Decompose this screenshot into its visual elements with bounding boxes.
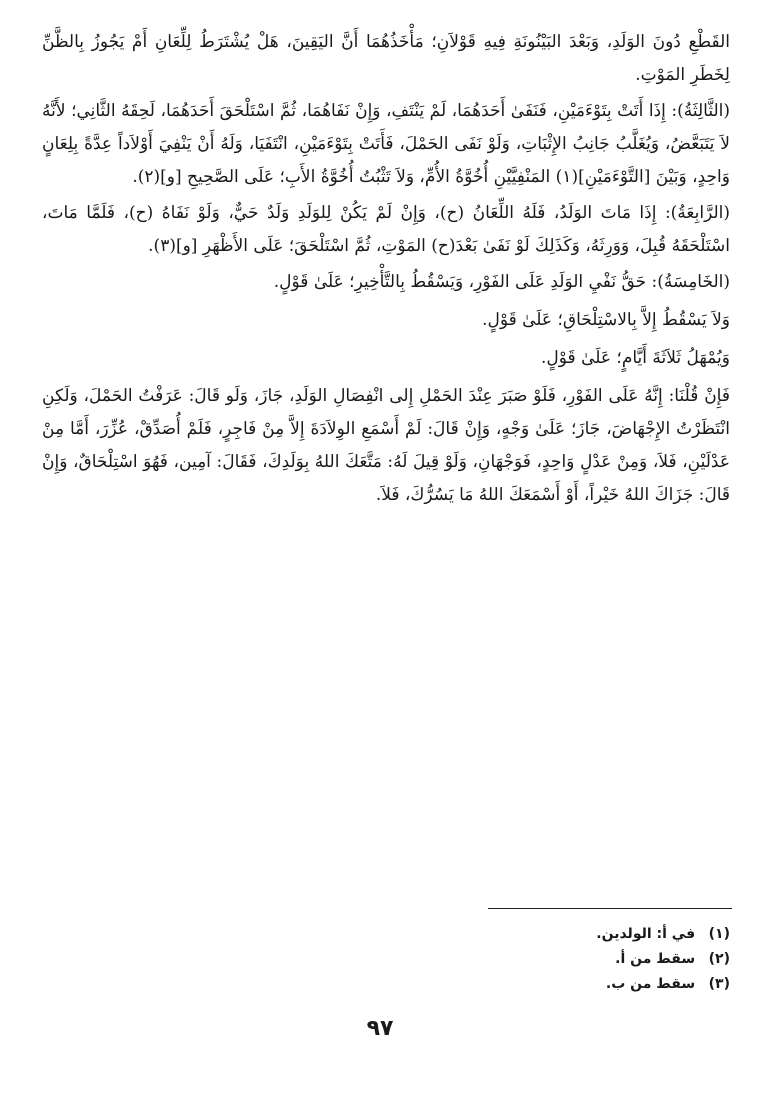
- footnote-number: (١): [708, 926, 730, 942]
- footnote-1: [440, 922, 730, 947]
- page-number: ٩٧: [366, 1016, 394, 1041]
- paragraph-second-opinion: وَلاَ يَسْقُطُ إِلاَّ بِالاسْتِلْحَاقِ؛ عَلَىٰ قَوْلٍ.: [482, 310, 730, 330]
- footnote-text: سقط من ب.: [605, 976, 696, 992]
- paragraph-third-opinion: وَيُمْهَلُ ثَلاَثَةَ أَيَّامٍ؛ عَلَىٰ قَوْلٍ.: [541, 348, 730, 368]
- footnote-text: في أ: الولدين.: [596, 926, 696, 942]
- footnotes: [440, 922, 730, 997]
- footnote-2: [440, 947, 730, 972]
- paragraph-fifth-issue: (الخَامِسَةُ): حَقُّ نَفْيِ الوَلَدِ عَلَى الفَوْرِ، وَيَسْقُطُ بِالتَّأْخِيرِ؛ عَلَىٰ قَوْلٍ.: [273, 272, 730, 292]
- paragraph-immediacy: فَإِنْ قُلْنَا: إِنَّهُ عَلَى الفَوْرِ، فَلَوْ صَبَرَ عِنْدَ الحَمْلِ إِلى انْفِصَالِ الوَلَدِ، جَازَ، وَلَو قَالَ: عَرَفْتُ الحَمْلَ، وَلَكِنِ انْتَظَرْتُ الإِجْهَاضَ، جَازَ؛ عَلَىٰ وَجْهٍ، وَإِنْ قَالَ: لَمْ أَسْمَعِ الوِلاَدَةَ إِلاَّ مِنْ فَاجِرٍ، فَلَمْ أُصَدِّقْ، عُزِّرَ، أَمَّا مِنْ عَدْلَيْنِ، فَلاَ، وَمِنْ عَدْلٍ وَاحِدٍ، فَوَجْهَانِ، وَلَوْ قِيلَ لَهُ: مَتَّعَكَ اللهُ بِوَلَدِكَ، فَقَالَ: آمِين، فَهُوَ اسْتِلْحَاقٌ، وَإِنْ قَالَ: جَزَاكَ اللهُ خَيْراً، أَوْ أَسْمَعَكَ اللهُ مَا يَسُرُّكَ، فَلاَ.: [42, 386, 730, 505]
- footnote-text: سقط من أ.: [615, 951, 696, 967]
- paragraph-third-issue: (الثَّالِثَةُ): إِذَا أَتَتْ بِتَوْءَمَيْنِ، فَنَفَىٰ أَحَدَهُمَا، لَمْ يَنْتَفِ، وَإِنْ نَفَاهُمَا، ثُمَّ اسْتَلْحَقَ أَحَدَهُمَا، لَحِقَهُ الثَّانِي؛ لأَنَّهُ لاَ يَتَبَعَّضُ، وَيُغَلَّبُ جَانِبُ الإِثْبَاتِ، وَلَوْ نَفَى الحَمْلَ، فَأَتَتْ بِتَوْءَمَيْنِ، انْتَفَيَا، وَلَهُ أَنْ يَنْفِيَ أَوْلاَداً عِدَّةً بِلِعَانٍ وَاحِدٍ، وَبَيْنَ [التَّوْءَمَيْنِ](١) المَنْفِيَّيْنِ أُخُوَّةُ الأُمِّ، وَلاَ تَثْبُتُ أُخُوَّةُ الأَبِ؛ عَلَى الصَّحِيحِ [و](٢).: [42, 101, 730, 187]
- footnote-number: (٣): [708, 976, 730, 992]
- footnote-separator: [488, 908, 732, 909]
- paragraph-fourth-issue: (الرَّابِعَةُ): إِذَا مَاتَ الوَلَدُ، فَلَهُ اللِّعَانُ (ح)، وَإِنْ لَمْ يَكُنْ لِلوَلَدِ وَلَدٌ حَيٌّ، وَلَوْ نَفَاهُ (ح)، فَلَمَّا مَاتَ، اسْتَلْحَقَهُ قُبِلَ، وَوَرِثَهُ، وَكَذَلِكَ لَوْ نَفَىٰ بَعْدَ(ح) المَوْتِ، ثُمَّ اسْتَلْحَقَ؛ عَلَى الأَظْهَرِ [و](٣).: [42, 203, 730, 256]
- footnote-3: [440, 972, 730, 997]
- paragraph-continuation: القَطْعِ دُونَ الوَلَدِ، وَبَعْدَ البَيْنُونَةِ فِيهِ قَوْلاَنِ؛ مَأْخَذُهُمَا أَنَّ اليَقِينَ، هَلْ يُشْتَرَطُ لِلِّعَانِ أَمْ يَجُوزُ بِالظَّنِّ لِخَطَرِ المَوْتِ.: [42, 32, 730, 85]
- main-text: [42, 26, 730, 515]
- footnote-number: (٢): [708, 951, 730, 967]
